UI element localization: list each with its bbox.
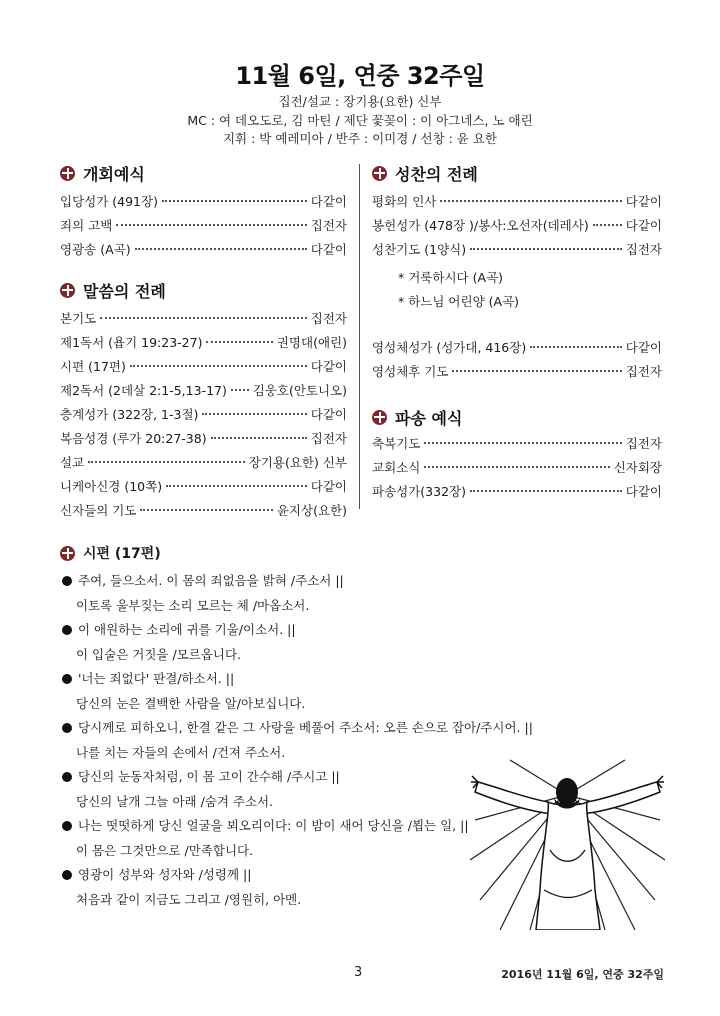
order-row (60, 238, 347, 262)
leader-dots (424, 441, 621, 444)
verse-text: 영광이 성부와 성자와 /성령께 || (78, 867, 252, 882)
verse-text: 주여, 들으소서. 이 몸의 죄없음을 밝혀 /주소서 || (78, 573, 344, 588)
bullet-icon (62, 772, 72, 782)
leader-dots (530, 345, 622, 348)
item-label: 니케아신경 (10쪽) (60, 479, 163, 494)
verse-line (62, 618, 472, 643)
item-role: 다같이 (310, 407, 347, 422)
order-row (60, 499, 347, 523)
verse-response: 이 입술은 거짓을 /모르옵니다. (76, 646, 242, 662)
item-label: 성찬기도 (1양식) (372, 242, 467, 257)
item-label: 제2독서 (2데살 2:1-5,13-17) (60, 383, 227, 398)
psalm-title: 시편 (17편) (83, 546, 161, 562)
section-title: 성찬의 전례 (395, 164, 478, 184)
item-role: 다같이 (625, 484, 662, 499)
verse-line (62, 569, 472, 594)
item-role: 집전자 (310, 431, 347, 446)
item-label: 신자들의 기도 (60, 503, 137, 518)
leader-dots (88, 460, 245, 463)
leader-dots (424, 465, 609, 468)
bullet-icon (62, 625, 72, 635)
psalm-heading (60, 543, 161, 563)
item-label: 시편 (17편) (60, 359, 126, 374)
section-eucharist-heading (372, 160, 662, 186)
item-role: 다같이 (310, 479, 347, 494)
verse-line (62, 765, 472, 790)
cross-icon (60, 546, 75, 561)
verse-response: 나를 치는 자들의 손에서 /건져 주소서. (76, 744, 286, 760)
order-row (60, 451, 347, 475)
order-row (60, 379, 347, 403)
item-label: 영성체성가 (성가대, 416장) (372, 340, 527, 355)
item-label: 입당성가 (491장) (60, 194, 158, 209)
section-title: 파송 예식 (395, 408, 463, 428)
leader-dots (162, 199, 307, 202)
leader-dots (100, 316, 307, 319)
order-row (60, 355, 347, 379)
order-row (372, 238, 662, 262)
verse-response: 이토록 울부짖는 소리 모르는 체 /마옵소서. (76, 597, 310, 613)
order-row (372, 360, 662, 384)
verse-text: 나는 떳떳하게 당신 얼굴을 뵈오리이다: 이 밤이 새어 당신을 /뵙는 일, || (78, 818, 469, 833)
word-list (60, 307, 347, 523)
page-number: 3 (354, 965, 363, 980)
verse-text: 이 애원하는 소리에 귀를 기울/이소서. || (78, 622, 296, 637)
item-role: 김웅호(안토니오) (252, 383, 347, 398)
item-label: 파송성가(332장) (372, 484, 466, 499)
item-label: 복음성경 (루가 20:27-38) (60, 431, 207, 446)
section-opening-heading (60, 160, 347, 186)
item-label: 제1독서 (욥기 19:23-27) (60, 335, 203, 350)
bullet-icon (62, 723, 72, 733)
verse-text: '너는 죄없다' 판결/하소서. || (78, 671, 235, 686)
order-row (372, 480, 662, 504)
order-row (60, 475, 347, 499)
order-row (60, 403, 347, 427)
verse-text: 당시께로 피하오니, 한결 같은 그 사랑을 베풀어 주소서: 오른 손으로 잡아/주시어. || (78, 720, 533, 735)
bullet-icon (62, 674, 72, 684)
order-row (60, 331, 347, 355)
verse-response: 이 몸은 그것만으로 /만족합니다. (76, 842, 254, 858)
leader-dots (130, 364, 307, 367)
item-role: 다같이 (625, 340, 662, 355)
order-row (60, 190, 347, 214)
order-row (372, 214, 662, 238)
verse-line (62, 863, 472, 888)
cross-icon (372, 410, 387, 425)
leader-dots (470, 247, 622, 250)
section-word-heading (60, 277, 347, 303)
item-label: 설교 (60, 455, 85, 470)
section-dismissal-heading (372, 404, 662, 430)
leader-dots (470, 489, 622, 492)
verse-line (62, 667, 472, 692)
leader-dots (206, 340, 272, 343)
verse-line (62, 814, 472, 839)
item-label: 층계성가 (322장, 1-3절) (60, 407, 199, 422)
risen-christ-illustration (470, 740, 665, 930)
order-row (372, 336, 662, 360)
verse-response: 당신의 날개 그늘 아래 /숨겨 주소서. (76, 793, 274, 809)
item-label: 영광송 (A곡) (60, 242, 131, 257)
item-label: 죄의 고백 (60, 218, 113, 233)
verse-response: 처음과 같이 지금도 그리고 /영원히, 아멘. (76, 891, 302, 907)
item-label: 교회소식 (372, 460, 421, 475)
item-role: 집전자 (310, 218, 347, 233)
item-label: 영성체후 기도 (372, 364, 449, 379)
leader-dots (452, 369, 621, 372)
psalm-text (62, 569, 533, 912)
verse-response: 당신의 눈은 결백한 사람을 알/아보십니다. (76, 695, 306, 711)
section-title: 말씀의 전례 (83, 281, 166, 301)
item-role: 장기용(요한) 신부 (248, 455, 347, 470)
item-label: 평화의 인사 (372, 194, 437, 209)
leader-dots (116, 223, 306, 226)
item-role: 다같이 (625, 194, 662, 209)
credits-line-2: MC : 여 데오도로, 김 마틴 / 제단 꽃꽂이 : 이 아그네스, 노 애린 (187, 112, 533, 128)
verse-line (62, 716, 533, 741)
leader-dots (135, 247, 307, 250)
cross-icon (372, 166, 387, 181)
item-role: 다같이 (310, 359, 347, 374)
order-row (60, 214, 347, 238)
leader-dots (140, 508, 272, 511)
leader-dots (211, 436, 307, 439)
order-row (60, 307, 347, 331)
leader-dots (202, 412, 306, 415)
item-role: 윤지상(요한) (276, 503, 347, 518)
leader-dots (166, 484, 307, 487)
leader-dots (593, 223, 622, 226)
leader-dots (231, 388, 249, 391)
bullet-icon (62, 821, 72, 831)
order-row (372, 190, 662, 214)
item-role: 다같이 (310, 242, 347, 257)
page-title: 11월 6일, 연중 32주일 (235, 62, 485, 90)
footer-date: 2016년 11월 6일, 연중 32주일 (501, 968, 664, 981)
section-title: 개회예식 (83, 164, 145, 184)
bullet-icon (62, 576, 72, 586)
item-label: 축복기도 (372, 436, 421, 451)
column-divider (359, 164, 360, 509)
left-column (60, 160, 347, 523)
verse-text: 당신의 눈동자처럼, 이 몸 고이 간수해 /주시고 || (78, 769, 340, 784)
item-role: 집전자 (625, 242, 662, 257)
order-row (372, 432, 662, 456)
item-role: 다같이 (625, 218, 662, 233)
order-row (372, 456, 662, 480)
sub-item: * 하느님 어린양 (A곡) (398, 294, 519, 309)
item-role: 권명대(애린) (276, 335, 347, 350)
item-label: 봉헌성가 (478장 )/봉사:오선자(데레사) (372, 218, 589, 233)
cross-icon (60, 166, 75, 181)
order-row (60, 427, 347, 451)
item-role: 집전자 (310, 311, 347, 326)
right-column (372, 160, 662, 504)
eucharist-list (372, 190, 662, 384)
item-role: 집전자 (625, 436, 662, 451)
credits-line-3: 지휘 : 박 예레미아 / 반주 : 이미경 / 선창 : 윤 요한 (222, 131, 497, 146)
credits (0, 93, 720, 149)
dismissal-list (372, 432, 662, 504)
sub-item: * 거룩하시다 (A곡) (398, 270, 503, 285)
opening-list (60, 190, 347, 262)
credits-line-1: 집전/설교 : 장기용(요한) 신부 (278, 94, 442, 109)
cross-icon (60, 283, 75, 298)
bullet-icon (62, 870, 72, 880)
leader-dots (440, 199, 621, 202)
item-role: 집전자 (625, 364, 662, 379)
item-role: 다같이 (310, 194, 347, 209)
item-role: 신자회장 (613, 460, 662, 475)
item-label: 본기도 (60, 311, 97, 326)
